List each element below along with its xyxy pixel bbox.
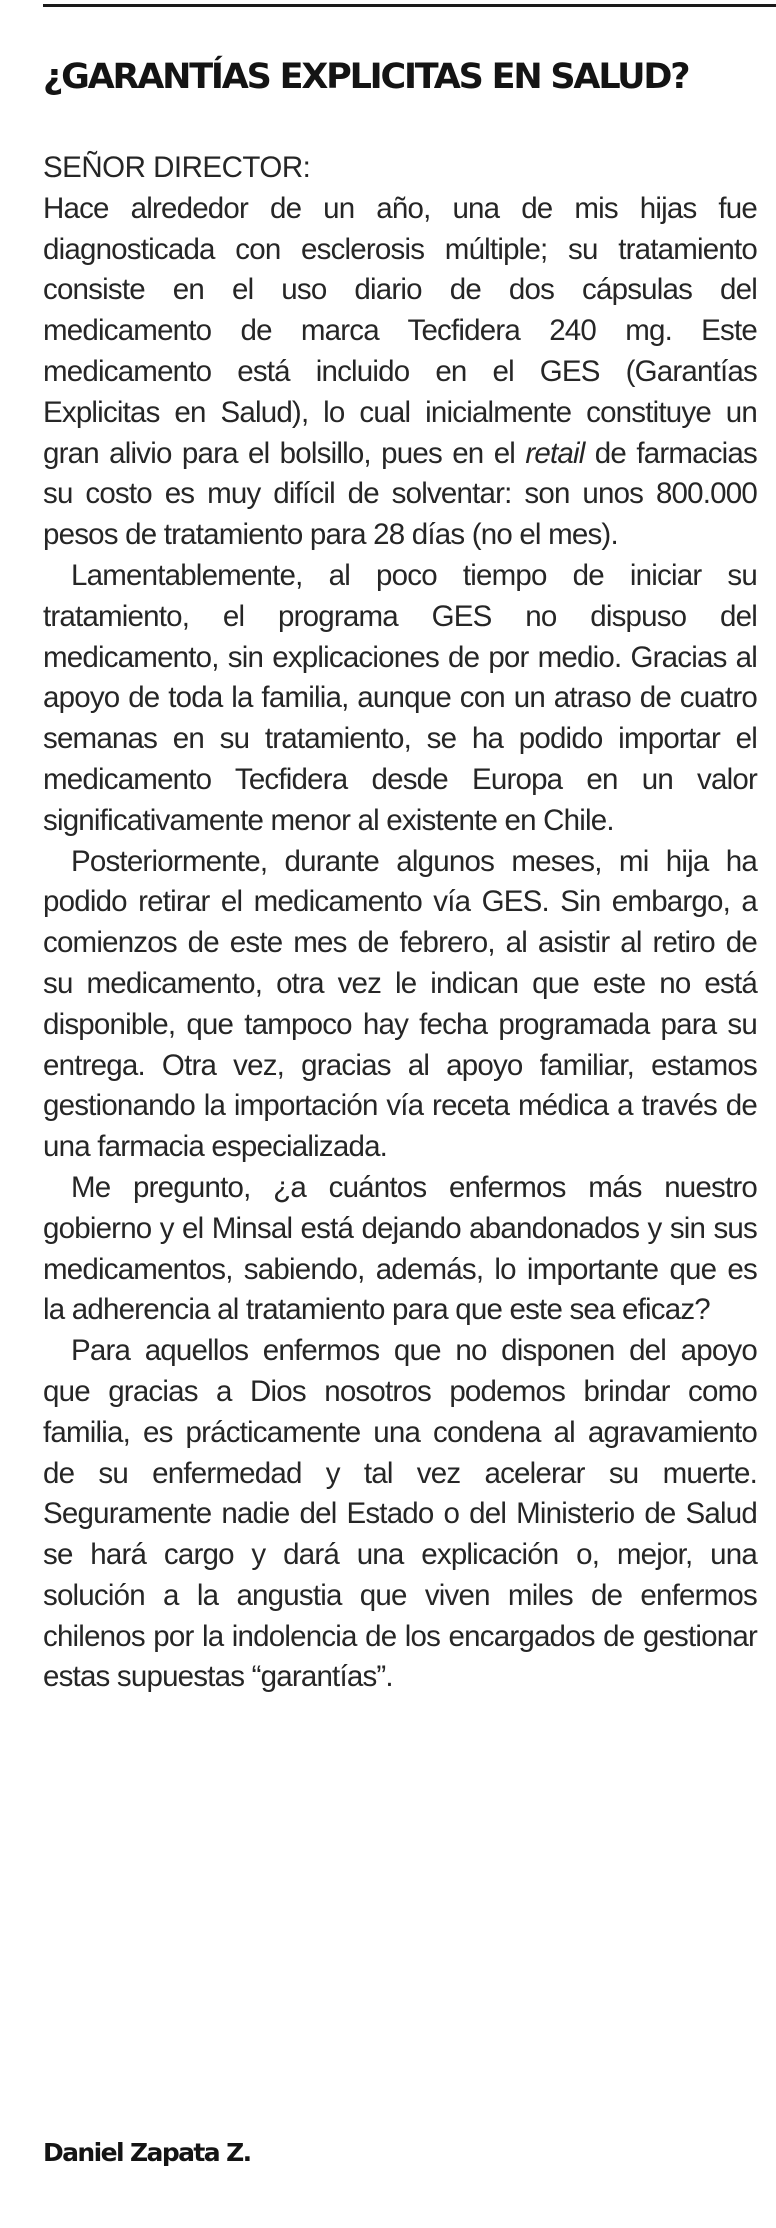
letter-paragraph-5: Para aquellos enfermos que no disponen del apoyo que gracias a Dios nosotros podemos brindar como familia, es prácticamente una condena al agravamiento de su enfermedad y tal vez acelerar su muerte. Seguramente nadie del Estado o del Ministerio de Salud se hará cargo y dará una explicación o, mejor, una solución a la angustia que viven miles de enfermos chilenos por la indolencia de los encargados de gestionar estas supuestas “garantías”. <box>43 1334 757 1694</box>
letter-body <box>43 148 757 1698</box>
letter-paragraph-4: Me pregunto, ¿a cuántos enfermos más nuestro gobierno y el Minsal está dejando abandonados y sin sus medicamentos, sabiendo, además, lo importante que es la adherencia al tratamiento para que este sea eficaz? <box>43 1170 757 1327</box>
letter-paragraph-2: Lamentablemente, al poco tiempo de iniciar su tratamiento, el programa GES no dispuso del medicamento, sin explicaciones de por medio. Gracias al apoyo de toda la familia, aunque con un atraso de cuatro semanas en su tratamiento, se ha podido importar el medicamento Tecfidera desde Europa en un valor significativamente menor al existente en Chile. <box>43 558 757 837</box>
letter-paragraph-1 <box>43 189 757 556</box>
letter-signature: Daniel Zapata Z. <box>43 2138 251 2167</box>
paragraph-1-text-start: Hace alrededor de un año, una de mis hijas fue diagnosticada con esclerosis múltiple; su tratamiento consiste en el uso diario de dos cápsulas del medicamento de marca Tecfidera 240 mg. Este medicamento está incluido en el GES (Garantías Explicitas en Salud), lo cual inicialmente constituye un gran alivio para el bolsillo, pues en el <box>43 191 757 470</box>
paragraph-1-italic-term: retail <box>525 436 585 470</box>
top-rule <box>43 4 776 7</box>
letter-headline: ¿GARANTÍAS EXPLICITAS EN SALUD? <box>43 57 689 97</box>
letter-paragraph-3: Posteriormente, durante algunos meses, mi hija ha podido retirar el medicamento vía GES. Sin embargo, a comienzos de este mes de febrero, al asistir al retiro de su medicamento, otra vez le indican que este no está disponible, que tampoco hay fecha programada para su entrega. Otra vez, gracias al apoyo familiar, estamos gestionando la importación vía receta médica a través de una farmacia especializada. <box>43 844 757 1164</box>
paragraph-1-text-end: de farmacias su costo es muy difícil de solventar: son unos 800.000 pesos de tratamiento para 28 días (no el mes). <box>43 436 757 552</box>
letter-salutation: SEÑOR DIRECTOR: <box>43 151 311 184</box>
